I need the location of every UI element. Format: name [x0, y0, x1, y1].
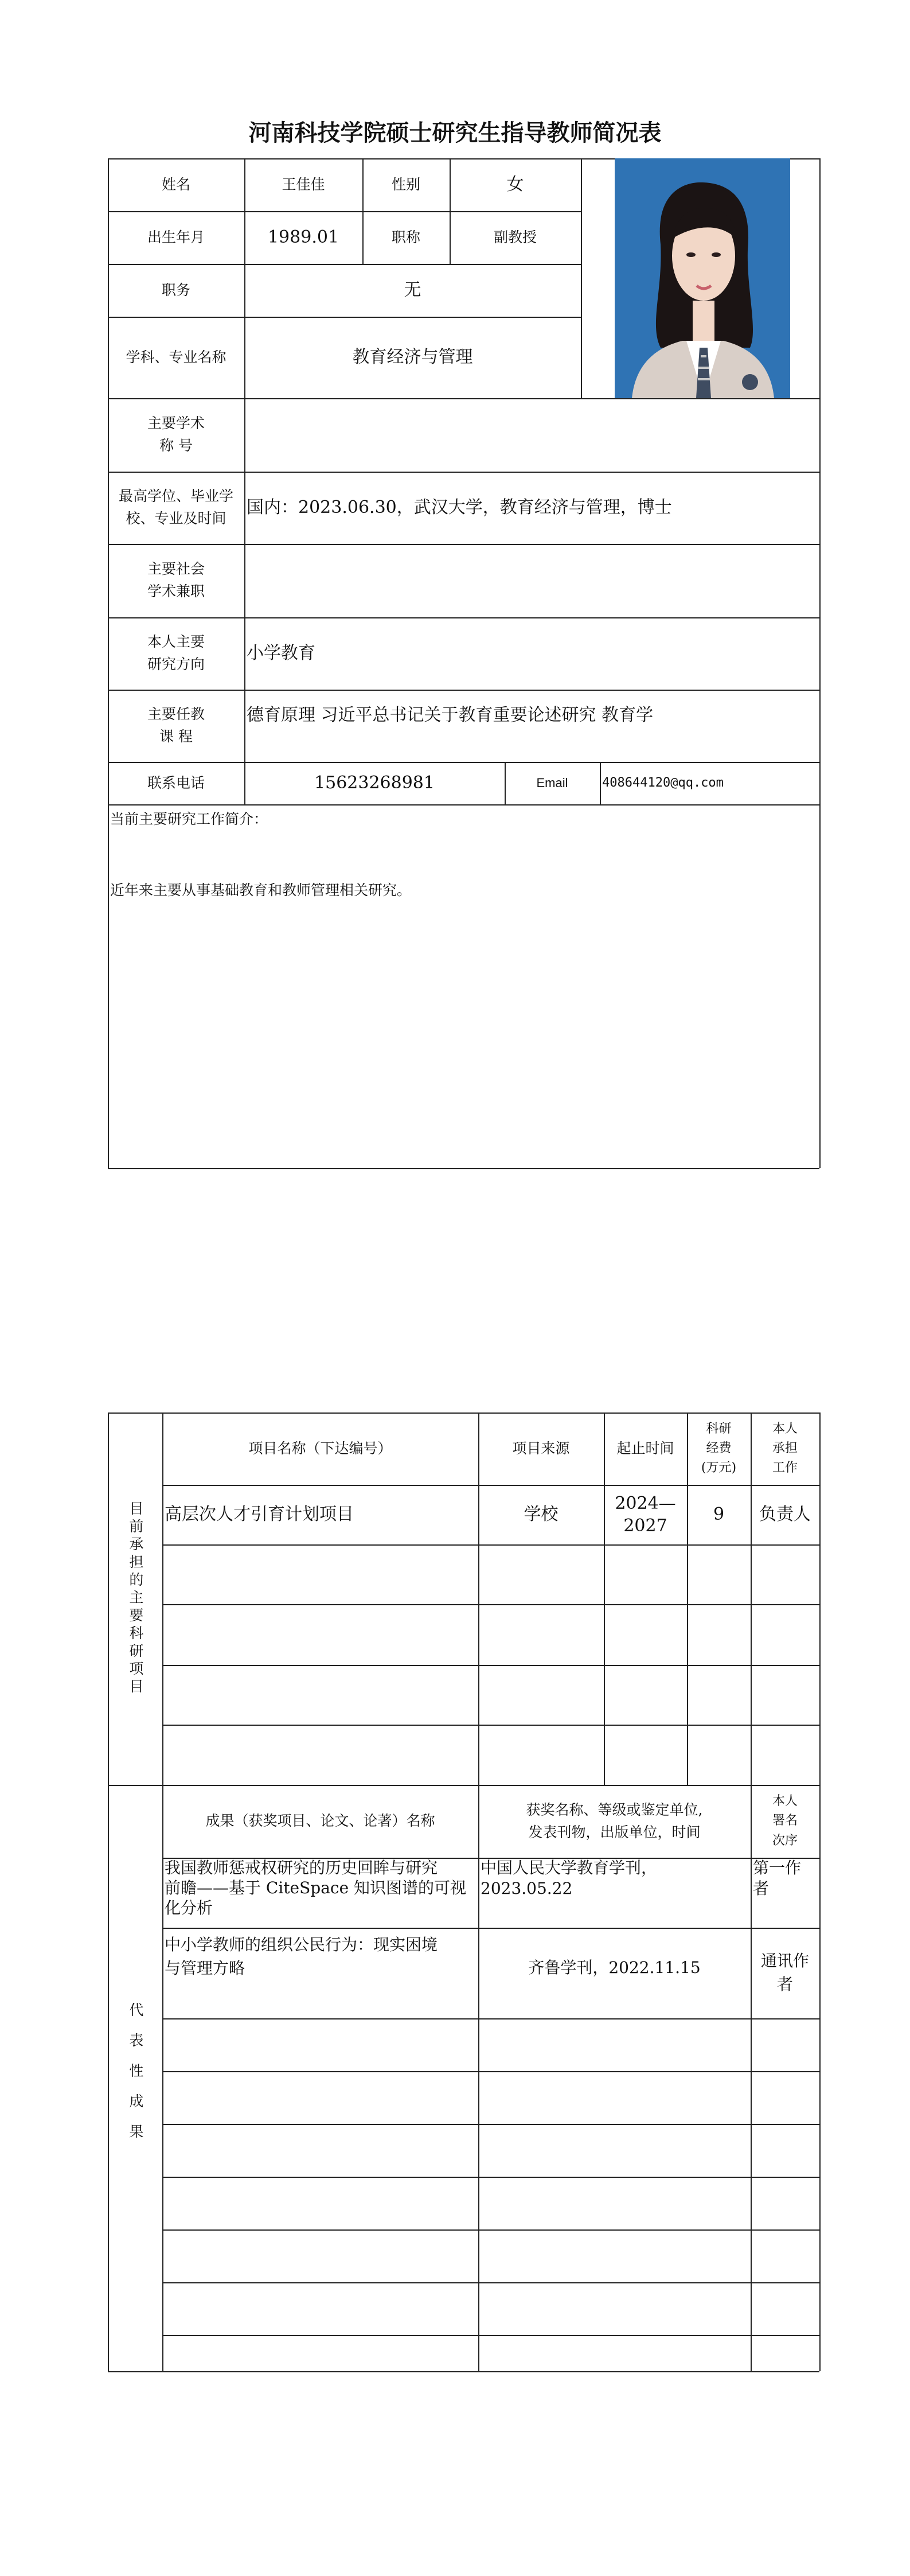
social-value — [244, 544, 819, 617]
achievement-order-line1: 通讯作 — [760, 1951, 809, 1971]
project-source: 学校 — [524, 1504, 559, 1524]
achievements-header-source-line1: 获奖名称、等级或鉴定单位, — [526, 1801, 703, 1818]
projects-header-source: 项目来源 — [512, 1439, 570, 1457]
academic-title-value — [244, 398, 819, 472]
title-label: 职称 — [391, 228, 420, 246]
achievement-name-line1: 中小学教师的组织公民行为：现实困境 — [165, 1935, 438, 1954]
title-value: 副教授 — [493, 228, 537, 246]
achievements-header-name: 成果（获奖项目、论文、论著）名称 — [205, 1812, 435, 1830]
academic-title-label-line1: 主要学术 — [147, 415, 205, 432]
achievement-name-line2: 前瞻——基于 CiteSpace 知识图谱的可视 — [165, 1878, 467, 1897]
achievements-header-source — [478, 1785, 751, 1858]
projects-header-name: 项目名称（下达编号） — [248, 1439, 392, 1457]
birth-value: 1989.01 — [267, 227, 339, 247]
academic-title-label — [108, 398, 244, 472]
project-role: 负责人 — [759, 1504, 811, 1524]
projects-header-period: 起止时间 — [616, 1439, 674, 1457]
achievement-source — [478, 1858, 751, 1928]
achievement-order — [751, 1858, 819, 1928]
birth-label: 出生年月 — [147, 228, 205, 246]
achievement-source-line2: 2023.05.22 — [481, 1879, 573, 1898]
achievements-side-label: 代表性成果 — [127, 2002, 144, 2154]
degree-value: 国内：2023.06.30，武汉大学，教育经济与管理，博士 — [247, 497, 672, 517]
person-portrait-icon — [615, 158, 790, 398]
name-label: 姓名 — [161, 176, 190, 193]
social-label — [108, 544, 244, 617]
projects-header-funding-line1: 科研 — [706, 1421, 732, 1436]
degree-label-line2: 校、专业及时间 — [126, 510, 226, 527]
project-period-start: 2024— — [615, 1493, 676, 1513]
achievements-header-order-line2: 署名 — [772, 1814, 798, 1828]
email-label: Email — [536, 775, 568, 790]
social-label-line1: 主要社会 — [147, 561, 205, 578]
phone-value: 15623268981 — [314, 772, 435, 793]
project-name: 高层次人才引育计划项目 — [165, 1504, 354, 1524]
projects-header-role-line2: 承担 — [772, 1441, 798, 1456]
projects-header-funding-line3: (万元) — [701, 1461, 737, 1476]
achievements-header-order-line1: 本人 — [772, 1794, 798, 1809]
intro-label: 当前主要研究工作简介： — [110, 811, 268, 827]
gender-value: 女 — [506, 174, 524, 194]
achievement-name-line3: 化分析 — [165, 1898, 213, 1917]
page-title: 河南科技学院硕士研究生指导教师简况表 — [248, 120, 662, 146]
achievements-header-source-line2: 发表刊物，出版单位，时间 — [528, 1823, 701, 1840]
direction-label-line2: 研究方向 — [147, 656, 205, 672]
discipline-value: 教育经济与管理 — [352, 347, 473, 367]
name-value: 王佳佳 — [282, 176, 325, 193]
academic-title-label-line2: 称 号 — [159, 437, 193, 454]
project-funding: 9 — [713, 1504, 725, 1524]
achievement-name — [162, 1928, 478, 2018]
achievement-name — [162, 1858, 478, 1928]
project-period-end: 2027 — [623, 1516, 667, 1536]
phone-label: 联系电话 — [147, 774, 205, 791]
post-label: 职务 — [161, 281, 190, 298]
courses-value: 德育原理 习近平总书记关于教育重要论述研究 教育学 — [247, 705, 654, 725]
projects-header-funding-line2: 经费 — [706, 1441, 732, 1456]
achievement-order — [751, 1928, 819, 2018]
gender-label: 性别 — [391, 176, 420, 193]
projects-header-funding — [687, 1412, 751, 1485]
projects-header-role-line1: 本人 — [772, 1421, 798, 1436]
achievement-order-line1: 第一作 — [753, 1858, 802, 1877]
direction-label-line1: 本人主要 — [147, 633, 205, 651]
achievements-header-order — [751, 1785, 819, 1858]
profile-photo — [615, 158, 790, 398]
achievement-order-line2: 者 — [753, 1879, 770, 1898]
projects-header-role — [751, 1412, 819, 1485]
achievement-order-line2: 者 — [776, 1975, 793, 1994]
degree-label-line1: 最高学位、毕业学 — [118, 488, 233, 505]
intro-text: 近年来主要从事基础教育和教师管理相关研究。 — [110, 882, 412, 898]
achievements-header-order-line3: 次序 — [772, 1833, 798, 1848]
degree-label — [108, 472, 244, 544]
courses-label-line1: 主要任教 — [147, 706, 205, 723]
discipline-label: 学科、专业名称 — [126, 348, 226, 365]
direction-label — [108, 617, 244, 690]
achievement-source-line1: 中国人民大学教育学刊， — [481, 1858, 658, 1877]
project-period — [604, 1485, 687, 1544]
achievement-source: 齐鲁学刊，2022.11.15 — [528, 1958, 701, 1978]
social-label-line2: 学术兼职 — [147, 583, 205, 600]
courses-label-line2: 课 程 — [159, 728, 193, 745]
achievement-name-line1: 我国教师惩戒权研究的历史回眸与研究 — [165, 1858, 438, 1877]
projects-side-label: 目前承担的主要科研项目 — [127, 1501, 144, 1696]
courses-label — [108, 690, 244, 762]
post-value: 无 — [404, 279, 421, 300]
direction-value: 小学教育 — [247, 643, 315, 663]
achievement-name-line2: 与管理方略 — [165, 1958, 245, 1978]
email-value: 408644120@qq.com — [602, 775, 724, 790]
projects-header-role-line3: 工作 — [772, 1461, 798, 1476]
